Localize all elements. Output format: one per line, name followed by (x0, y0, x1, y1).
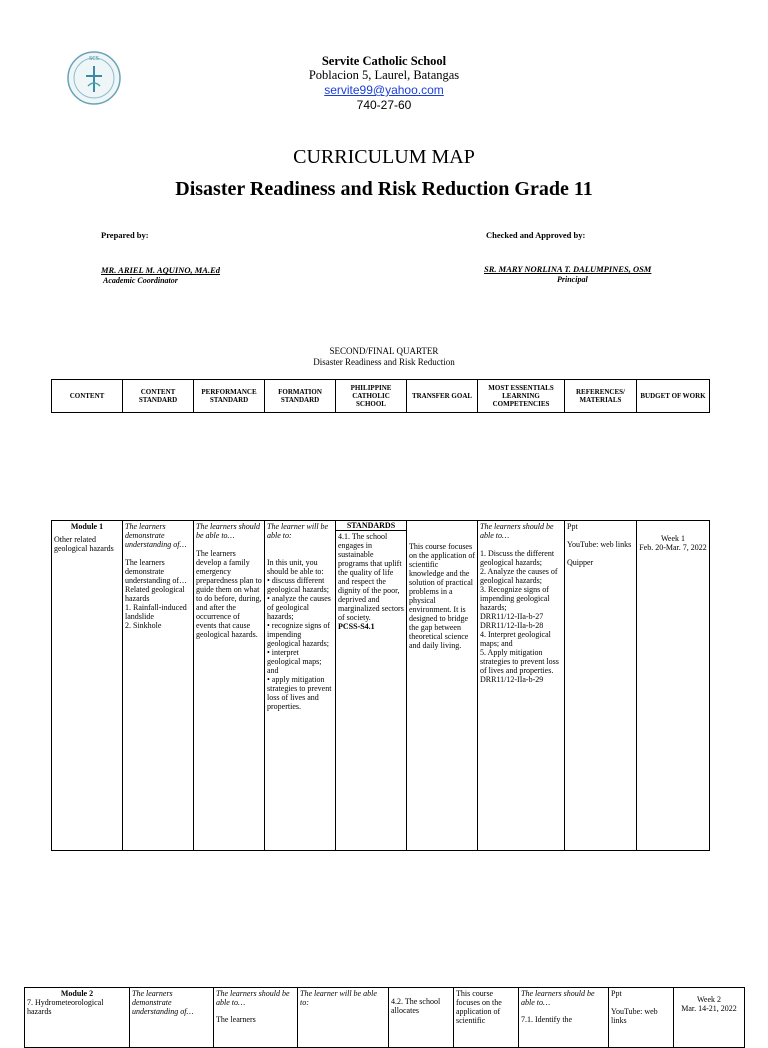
module-1-title: Module 1 (70, 521, 104, 531)
module-1-table (51, 520, 710, 851)
module-1-performance-cell (194, 521, 265, 851)
module-2-references-cell (609, 988, 674, 1048)
module-1-references: Ppt YouTube: web links Quipper (567, 521, 632, 567)
module-1-formation-standard: In this unit, you should be able to: • discuss different geological hazards; • analyze the causes of geological hazards; • recognize signs of impending geological hazards; • interpret geological maps; and • apply mitigation strategies to prevent loss of lives and properties. (267, 557, 332, 711)
module-1-transfer-goal: This course focuses on the application of scientific knowledge and the solution of practical problems in a physical environment. It is designed to bridge the gap between theoretical science and daily living. (409, 541, 475, 650)
module-2-performance-intro: The learners should be able to… (216, 989, 290, 1007)
module-1-content-standard-cell (123, 521, 194, 851)
school-email-container (0, 83, 768, 97)
module-2-pcs-standard: 4.2. The school allocates (391, 997, 441, 1015)
document-subtitle: Disaster Readiness and Risk Reduction Grade 11 (175, 178, 593, 200)
module-1-budget-cell (637, 531, 710, 851)
quarter-label: SECOND/FINAL QUARTER (329, 346, 439, 356)
module-1-references-cell (565, 521, 637, 851)
module-2-budget-cell (674, 988, 745, 1048)
header-pcs-standard: PHILIPPINE CATHOLIC SCHOOL (336, 380, 407, 413)
module-1-performance-standard: The learners develop a family emergency preparedness plan to guide them on what to do before, during, and after the occurrence of events that cause geological hazards. (196, 548, 262, 639)
module-1-pcs-code: PCSS-S4.1 (338, 622, 375, 631)
module-1-formation-intro: The learner will be able to: (267, 521, 329, 540)
header-content: CONTENT (52, 380, 123, 413)
checked-approved-label: Checked and Approved by: (486, 230, 586, 240)
module-1-content-cell (52, 521, 123, 851)
document-title: CURRICULUM MAP (293, 146, 475, 168)
module-2-content-cell (25, 988, 130, 1048)
module-2-performance-standard: The learners (216, 1015, 256, 1024)
module-2-content-standard-cell (130, 988, 214, 1048)
preparer-role: Academic Coordinator (103, 276, 178, 285)
module-2-transfer-goal: This course focuses on the application of scientific (456, 989, 502, 1025)
curriculum-header-table (51, 379, 710, 413)
module-1-melc: 1. Discuss the different geological hazards; 2. Analyze the causes of geological hazards; 3. Recognize signs of impending geological hazards; DRR11/12-IIa-b-27 DRR11/12-IIa-b-28 4. Interpret geological maps; and 5. Apply mitigation strategies to prevent loss of lives and properties. DRR11/12-IIa-b-29 (480, 548, 559, 684)
school-address: Poblacion 5, Laurel, Batangas (308, 68, 460, 82)
module-1-formation-cell (265, 521, 336, 851)
school-email-link[interactable]: servite99@yahoo.com (324, 83, 444, 97)
module-1-pcs-cell (336, 531, 407, 851)
header-formation-standard: FORMATION STANDARD (265, 380, 336, 413)
module-1-transfer-cell (407, 531, 478, 851)
module-2-content: 7. Hydrometeorological hazards (27, 998, 104, 1016)
module-1-budget: Week 1 Feb. 20-Mar. 7, 2022 (639, 533, 707, 552)
svg-text:SCS: SCS (89, 56, 99, 62)
approver-role: Principal (557, 275, 588, 284)
module-2-content-standard-intro: The learners demonstrate understanding of… (132, 989, 194, 1016)
module-2-pcs-cell (389, 988, 454, 1048)
header-melc: MOST ESSENTIALS LEARNING COMPETENCIES (478, 380, 565, 413)
module-2-formation-cell (298, 988, 389, 1048)
header-content-standard: CONTENT STANDARD (123, 380, 194, 413)
module-2-references: Ppt YouTube: web links (611, 989, 658, 1025)
preparer-name: MR. ARIEL M. AQUINO, MA.Ed (101, 265, 221, 275)
standards-label: STANDARDS (336, 521, 407, 531)
module-1-melc-intro: The learners should be able to… (480, 521, 554, 540)
module-1-performance-intro: The learners should be able to… (196, 521, 260, 540)
module-1-melc-cell (478, 521, 565, 851)
module-2-melc-cell (519, 988, 609, 1048)
module-1-pcs-standard: 4.1. The school engages in sustainable programs that uplift the quality of life and respect the dignity of the poor, deprived and marginalized sectors of society. (338, 532, 404, 622)
header-performance-standard: PERFORMANCE STANDARD (194, 380, 265, 413)
header-transfer-goal: TRANSFER GOAL (407, 380, 478, 413)
approver-name: SR. MARY NORLINA T. DALUMPINES, OSM (484, 264, 652, 274)
module-2-title: Module 2 (60, 989, 94, 998)
subject-line: Disaster Readiness and Risk Reduction (313, 357, 455, 367)
module-2-formation-intro: The learner will be able to: (300, 989, 377, 1007)
module-2-performance-cell (214, 988, 298, 1048)
module-1-content-standard: The learners demonstrate understanding of… Related geological hazards 1. Rainfall-induced landslide 2. Sinkhole (125, 557, 187, 630)
module-2-budget: Week 2 Mar. 14-21, 2022 (681, 995, 737, 1013)
module-2-melc-intro: The learners should be able to… (521, 989, 595, 1007)
school-phone: 740-27-60 (356, 98, 412, 112)
prepared-by-label: Prepared by: (101, 230, 149, 240)
module-2-transfer-cell (454, 988, 519, 1048)
module-1-content-standard-intro: The learners demonstrate understanding of… (125, 521, 187, 549)
module-2-melc: 7.1. Identify the (521, 1015, 573, 1024)
header-budget: BUDGET OF WORK (637, 380, 710, 413)
school-name: Servite Catholic School (321, 54, 447, 68)
module-1-content: Other related geological hazards (54, 534, 114, 553)
header-references: REFERENCES/ MATERIALS (565, 380, 637, 413)
module-2-table (24, 987, 745, 1048)
